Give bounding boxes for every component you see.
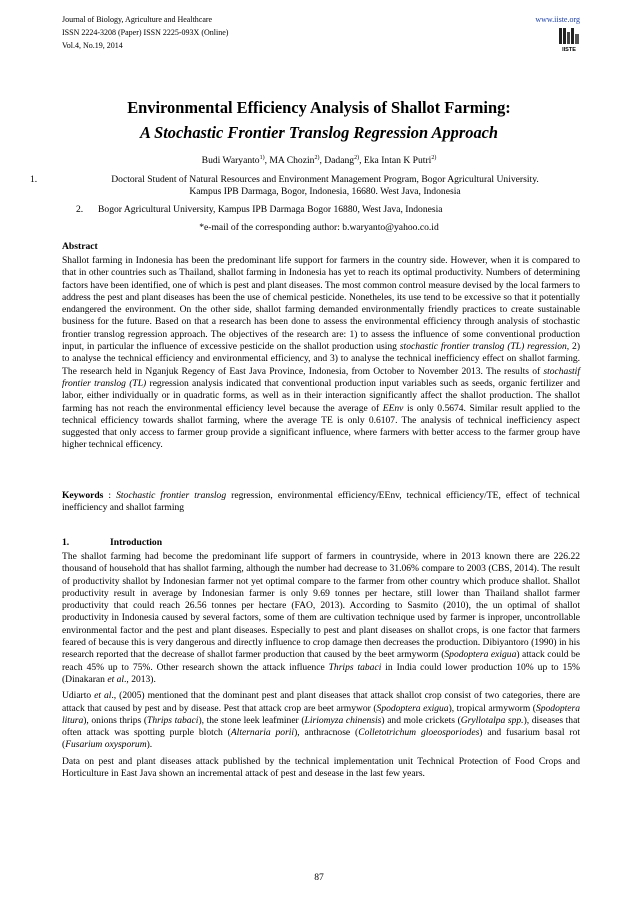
journal-volume: Vol.4, No.19, 2014 bbox=[62, 41, 123, 50]
intro-paragraph-2: Udiarto et al., (2005) mentioned that the dominant pest and plant diseases that attack shallot crop consist of two categories, there are attack that caused by pest and by disease. Pest that attack crop are beet armywor (Spodoptera exigua), tropical armyworm (Spodoptera litura), onions thrips (Thrips tabaci), the stone leek leafminer (Liriomyza chinensis) and mole crickets (Gryllotalpa spp.), diseases that often attack was spotting purple blotch (Alternaria porii), anthracnose (Colletotrichum gloeosporiodes) and fusarium basal rot (Fusarium oxysporum). bbox=[62, 690, 580, 751]
paper-title-line2: A Stochastic Frontier Translog Regression Approach bbox=[139, 123, 499, 142]
abstract-body bbox=[62, 255, 580, 452]
affiliation-2-number: 2. bbox=[76, 204, 84, 215]
affiliation-1-number: 1. bbox=[30, 174, 38, 185]
affiliation-1-line2: Kampus IPB Darmaga, Bogor, Indonesia, 16680. West Java, Indonesia bbox=[189, 186, 461, 197]
keywords bbox=[62, 490, 580, 515]
abstract-heading: Abstract bbox=[62, 241, 98, 252]
author-1-affil: 1) bbox=[259, 155, 265, 161]
affiliation-1 bbox=[30, 174, 590, 198]
keywords-italic: Stochastic frontier translog bbox=[116, 490, 227, 501]
affiliation-2-text: Bogor Agricultural University, Kampus IPB Darmaga Bogor 16880, West Java, Indonesia bbox=[98, 204, 443, 215]
section-heading-introduction bbox=[62, 537, 162, 548]
author-list bbox=[0, 155, 638, 166]
abstract-text-3: regression analysis indicated that conventional production input variables such as seeds, organic fertilizer and labor, either individually or in quadratic forms, as well as in their interaction significantly affect the shallot production. The shallot farming has not reach the environmental efficiency level because the average of bbox=[62, 377, 580, 414]
section-title: Introduction bbox=[110, 537, 163, 548]
author-3: , Dadang bbox=[319, 155, 355, 167]
section-number: 1. bbox=[62, 537, 70, 548]
abstract-italic-1: stochastic frontier translog (TL) regression, bbox=[399, 341, 570, 353]
keywords-separator: : bbox=[103, 490, 117, 501]
abstract-text-2: 2) to analyse the technical efficiency and environmental efficiency, and 3) to analyse the technical inefficiency effect on shallot farming. The research held in Nganjuk Regency of East Java Province, Indonesia, from October to November 2013. The results of bbox=[62, 341, 581, 377]
intro-paragraph-1: The shallot farming had become the predominant life support of farmers in countryside, where in 2013 known there are 226.22 thousand of household that has shallot farming, although the number had decrease to 31.06% compare to 2003 (CBS, 2014). The result of productivity shallot by Indonesian farmer not yet optimal compare to the farmer from other country which produce shallot. Shallot productivity result in average by Indonesian farmer is only 9.69 tonnes per hectare, still lower than Thailand shallot farmer productivity that could reach 26.56 tonnes per hectare (FAO, 2013). According to Sasmito (2010), the un optimal of shallot productivity in Indonesia caused by several factors, some of them are cultivation technique used by farmer is inproper, uncontrollable environmental factor and the pest and plant diseases. Especially to pest and plant diseases on shallot crops, is one factor that farmers feared of because this is very dangerous and directly influence to crop damage then decreases the production. Dibiyantoro (1990) in his research reported that the decrease of shallot farmer production that caused by the beet armyworm (Spodoptera exigua) attack could be reach 45% up to 75%. Other research shown the attack influence Thrips tabaci in India could lower production 10% up to 15% (Dinakaran et al., 2013). bbox=[62, 551, 580, 685]
page-number: 87 bbox=[314, 872, 324, 883]
author-3-affil: 2) bbox=[354, 155, 360, 161]
author-2: , MA Chozin bbox=[264, 155, 315, 167]
author-4: , Eka Intan K Putri bbox=[359, 155, 432, 167]
affiliation-2 bbox=[76, 204, 576, 215]
paper-title-line1: Environmental Efficiency Analysis of Shallot Farming: bbox=[127, 98, 511, 117]
affiliation-1-line1: Doctoral Student of Natural Resources and Environment Management Program, Bogor Agricultural University. bbox=[111, 174, 539, 185]
journal-url-link[interactable]: www.iiste.org bbox=[535, 15, 580, 24]
journal-issn: ISSN 2224-3208 (Paper) ISSN 2225-093X (Online) bbox=[62, 28, 229, 37]
abstract-italic-2: stochastif frontier translog (TL) bbox=[62, 365, 580, 389]
logo-text: IISTE bbox=[562, 47, 576, 52]
author-1: Budi Waryanto bbox=[201, 155, 260, 167]
iiste-logo-icon bbox=[558, 28, 580, 52]
intro-paragraph-3: Data on pest and plant diseases attack published by the technical implementation unit Technical Protection of Food Crops and Horticulture in East Java shown an incremental attack of pest and desease in the last few years. bbox=[62, 755, 580, 780]
corresponding-email: *e-mail of the corresponding author: b.waryanto@yahoo.co.id bbox=[199, 222, 439, 233]
keywords-label: Keywords bbox=[62, 490, 104, 501]
keywords-text: regression, environmental efficiency/EEnv, technical efficiency/TE, effect of technical inefficiency and shallot farming bbox=[62, 490, 580, 514]
abstract-text-4: is only 0.5674. Similar result applied to the technical efficiency towards shallot farming, where the average TE is only 0.6107. The analysis of technical inefficiency aspect suggested that only access to farmer group provide a significant influence, where farmers with better access to the farmer group have higher technical efficency. bbox=[62, 402, 580, 451]
author-2-affil: 2) bbox=[314, 155, 320, 161]
journal-name: Journal of Biology, Agriculture and Healthcare bbox=[62, 15, 213, 24]
abstract-text-1: Shallot farming in Indonesia has been the predominant life support for farmers in the country side. However, when it is compared to that in other countries such as Thailand, shallot farming in Indonesia has yet to reach its optimal productivity. Numbers of determining factors have been identified, one of which is pest and plant diseases. The most common control measure devised by the local farmers to address the pest and plant diseases has been the use of chemical pesticide. Nonetheles, its use tend to be excessive so that it potentially endangered the environment. On the other side, shallot farming demanded environmentally friendly practices to create sustainable business for the future. Based on that a research has been done to assess the environmental efficiency through analysis of stochastic frontier translog regression approach. The objectives of the research are: 1) to assess the influence of some conventional production input, in particular the influence of excessive pesticide on the shallot production using bbox=[62, 255, 580, 353]
author-4-affil: 2) bbox=[431, 155, 437, 161]
abstract-italic-3: EEnv bbox=[382, 402, 404, 414]
introduction-body bbox=[62, 551, 580, 784]
